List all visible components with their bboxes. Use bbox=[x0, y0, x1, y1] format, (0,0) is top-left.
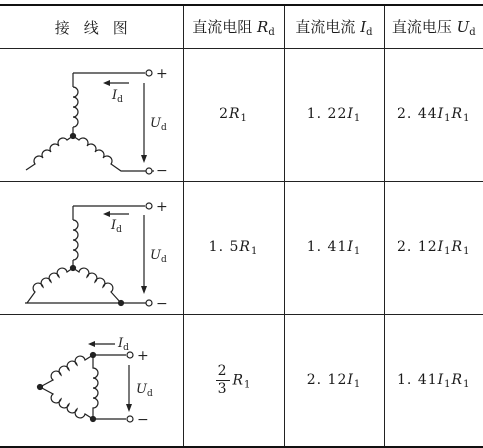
header-voltage-symbol: U bbox=[456, 18, 470, 36]
star-connection-diagram-1 bbox=[0, 49, 183, 177]
voltage-label bbox=[136, 382, 153, 399]
resistance-sub: 1 bbox=[244, 379, 252, 391]
current-arrow-head bbox=[103, 211, 110, 217]
current-sub: 1 bbox=[353, 246, 362, 257]
voltage-sub-r: 1 bbox=[463, 246, 471, 257]
resistance-cell bbox=[183, 49, 284, 182]
voltage-sub-i: 1 bbox=[444, 113, 452, 124]
header-resistance-symbol: R bbox=[257, 18, 269, 36]
resistance-symbol: R bbox=[229, 106, 241, 122]
current-label bbox=[111, 88, 123, 105]
terminal-minus bbox=[146, 300, 152, 306]
header-diagram bbox=[0, 5, 183, 49]
fraction bbox=[216, 363, 230, 398]
header-voltage-text: 直流电压 bbox=[391, 18, 452, 36]
current-label-symbol: I bbox=[112, 88, 118, 103]
star-connection-diagram-2 bbox=[0, 182, 183, 310]
current-sub: 1 bbox=[353, 113, 362, 124]
voltage-label-symbol: U bbox=[150, 116, 161, 131]
header-current-sub: d bbox=[366, 27, 373, 38]
plus-sign: + bbox=[156, 199, 168, 215]
header-diagram-text: 接线图 bbox=[54, 18, 142, 37]
phase-coil-vertical bbox=[73, 220, 78, 260]
current-symbol: I bbox=[347, 106, 354, 122]
current-coef: 2. 12 bbox=[306, 371, 348, 388]
phase-coil-right bbox=[73, 268, 121, 303]
current-coef: 1. 22 bbox=[306, 106, 348, 122]
plus-sign: + bbox=[137, 348, 149, 364]
current-sub: 1 bbox=[353, 378, 362, 390]
phase-coil-left bbox=[26, 136, 73, 170]
current-symbol: I bbox=[347, 371, 354, 388]
voltage-cell bbox=[384, 315, 483, 448]
voltage-arrow-head bbox=[141, 155, 147, 163]
table-header-row bbox=[0, 5, 483, 49]
voltage-cell bbox=[384, 182, 483, 315]
terminal-plus bbox=[146, 203, 152, 209]
terminal-minus bbox=[146, 168, 152, 174]
diagram-cell bbox=[0, 49, 183, 182]
current-cell bbox=[284, 182, 384, 315]
voltage-sub-r: 1 bbox=[463, 378, 471, 390]
voltage-label-symbol: U bbox=[150, 248, 161, 263]
voltage-symbol-i: I bbox=[437, 106, 445, 122]
diagram-cell bbox=[0, 182, 183, 315]
voltage-label-sub: d bbox=[146, 389, 153, 399]
voltage-label bbox=[150, 116, 167, 133]
voltage-symbol-r: R bbox=[451, 371, 464, 388]
current-label bbox=[117, 336, 129, 353]
voltage-symbol-r: R bbox=[451, 106, 464, 122]
minus-sign: − bbox=[137, 412, 149, 428]
phase-coil-left bbox=[27, 268, 73, 303]
connection-table bbox=[0, 4, 483, 448]
minus-sign: − bbox=[156, 296, 168, 310]
voltage-arrow-head bbox=[126, 404, 132, 412]
current-label bbox=[110, 218, 122, 235]
voltage-symbol-i: I bbox=[437, 239, 445, 255]
resistance-cell bbox=[183, 315, 284, 448]
voltage-coef: 2. 44 bbox=[397, 106, 438, 122]
resistance-sub: 1 bbox=[250, 246, 259, 257]
resistance-symbol: R bbox=[239, 239, 251, 255]
current-label-sub: d bbox=[116, 225, 122, 235]
voltage-sub-r: 1 bbox=[463, 113, 471, 124]
header-resistance bbox=[183, 5, 284, 49]
voltage-symbol-i: I bbox=[437, 371, 445, 388]
delta-coil-right bbox=[93, 355, 98, 419]
table-row bbox=[0, 182, 483, 315]
fraction-numerator: 2 bbox=[217, 363, 228, 379]
table-row bbox=[0, 315, 483, 448]
voltage-sub-i: 1 bbox=[444, 378, 452, 390]
voltage-coef: 2. 12 bbox=[397, 239, 438, 255]
header-current bbox=[284, 5, 384, 49]
voltage-label-sub: d bbox=[160, 123, 167, 133]
voltage-label bbox=[150, 248, 167, 265]
header-current-text: 直流电流 bbox=[295, 18, 356, 36]
resistance-sub: 1 bbox=[240, 113, 248, 124]
current-arrow-head bbox=[88, 341, 95, 347]
voltage-sub-i: 1 bbox=[444, 246, 452, 257]
voltage-label-sub: d bbox=[160, 255, 167, 265]
minus-sign: − bbox=[156, 163, 168, 177]
voltage-symbol-r: R bbox=[451, 239, 464, 255]
table-row bbox=[0, 49, 483, 182]
resistance-coef: 1. 5 bbox=[208, 239, 240, 255]
terminal-plus bbox=[146, 70, 152, 76]
plus-sign: + bbox=[156, 66, 168, 82]
current-label-sub: d bbox=[117, 95, 123, 105]
header-voltage bbox=[384, 5, 483, 49]
current-arrow-head bbox=[103, 80, 110, 86]
delta-connection-diagram bbox=[0, 315, 183, 442]
current-label-sub: d bbox=[123, 343, 129, 353]
current-cell bbox=[284, 49, 384, 182]
header-voltage-sub: d bbox=[469, 27, 476, 38]
header-current-symbol: I bbox=[360, 18, 367, 36]
voltage-label-symbol: U bbox=[136, 382, 147, 397]
voltage-cell bbox=[384, 49, 483, 182]
phase-coil-vertical bbox=[73, 87, 78, 127]
current-cell bbox=[284, 315, 384, 448]
diagram-cell bbox=[0, 315, 183, 448]
delta-coil-lower bbox=[40, 387, 93, 419]
voltage-arrow-head bbox=[141, 286, 147, 294]
resistance-symbol: R bbox=[232, 372, 245, 389]
current-label-symbol: I bbox=[111, 218, 117, 233]
current-label-symbol: I bbox=[118, 336, 124, 351]
fraction-denominator: 3 bbox=[217, 381, 228, 397]
header-resistance-text: 直流电阻 bbox=[192, 18, 253, 36]
delta-coil-upper bbox=[40, 355, 93, 387]
resistance-cell bbox=[183, 182, 284, 315]
voltage-coef: 1. 41 bbox=[397, 371, 438, 388]
junction-bottom bbox=[119, 301, 124, 306]
header-resistance-sub: d bbox=[268, 27, 275, 38]
current-coef: 1. 41 bbox=[306, 239, 348, 255]
current-symbol: I bbox=[347, 239, 354, 255]
phase-coil-right bbox=[73, 136, 154, 171]
resistance-coef: 2 bbox=[219, 106, 229, 122]
terminal-minus bbox=[127, 416, 133, 422]
